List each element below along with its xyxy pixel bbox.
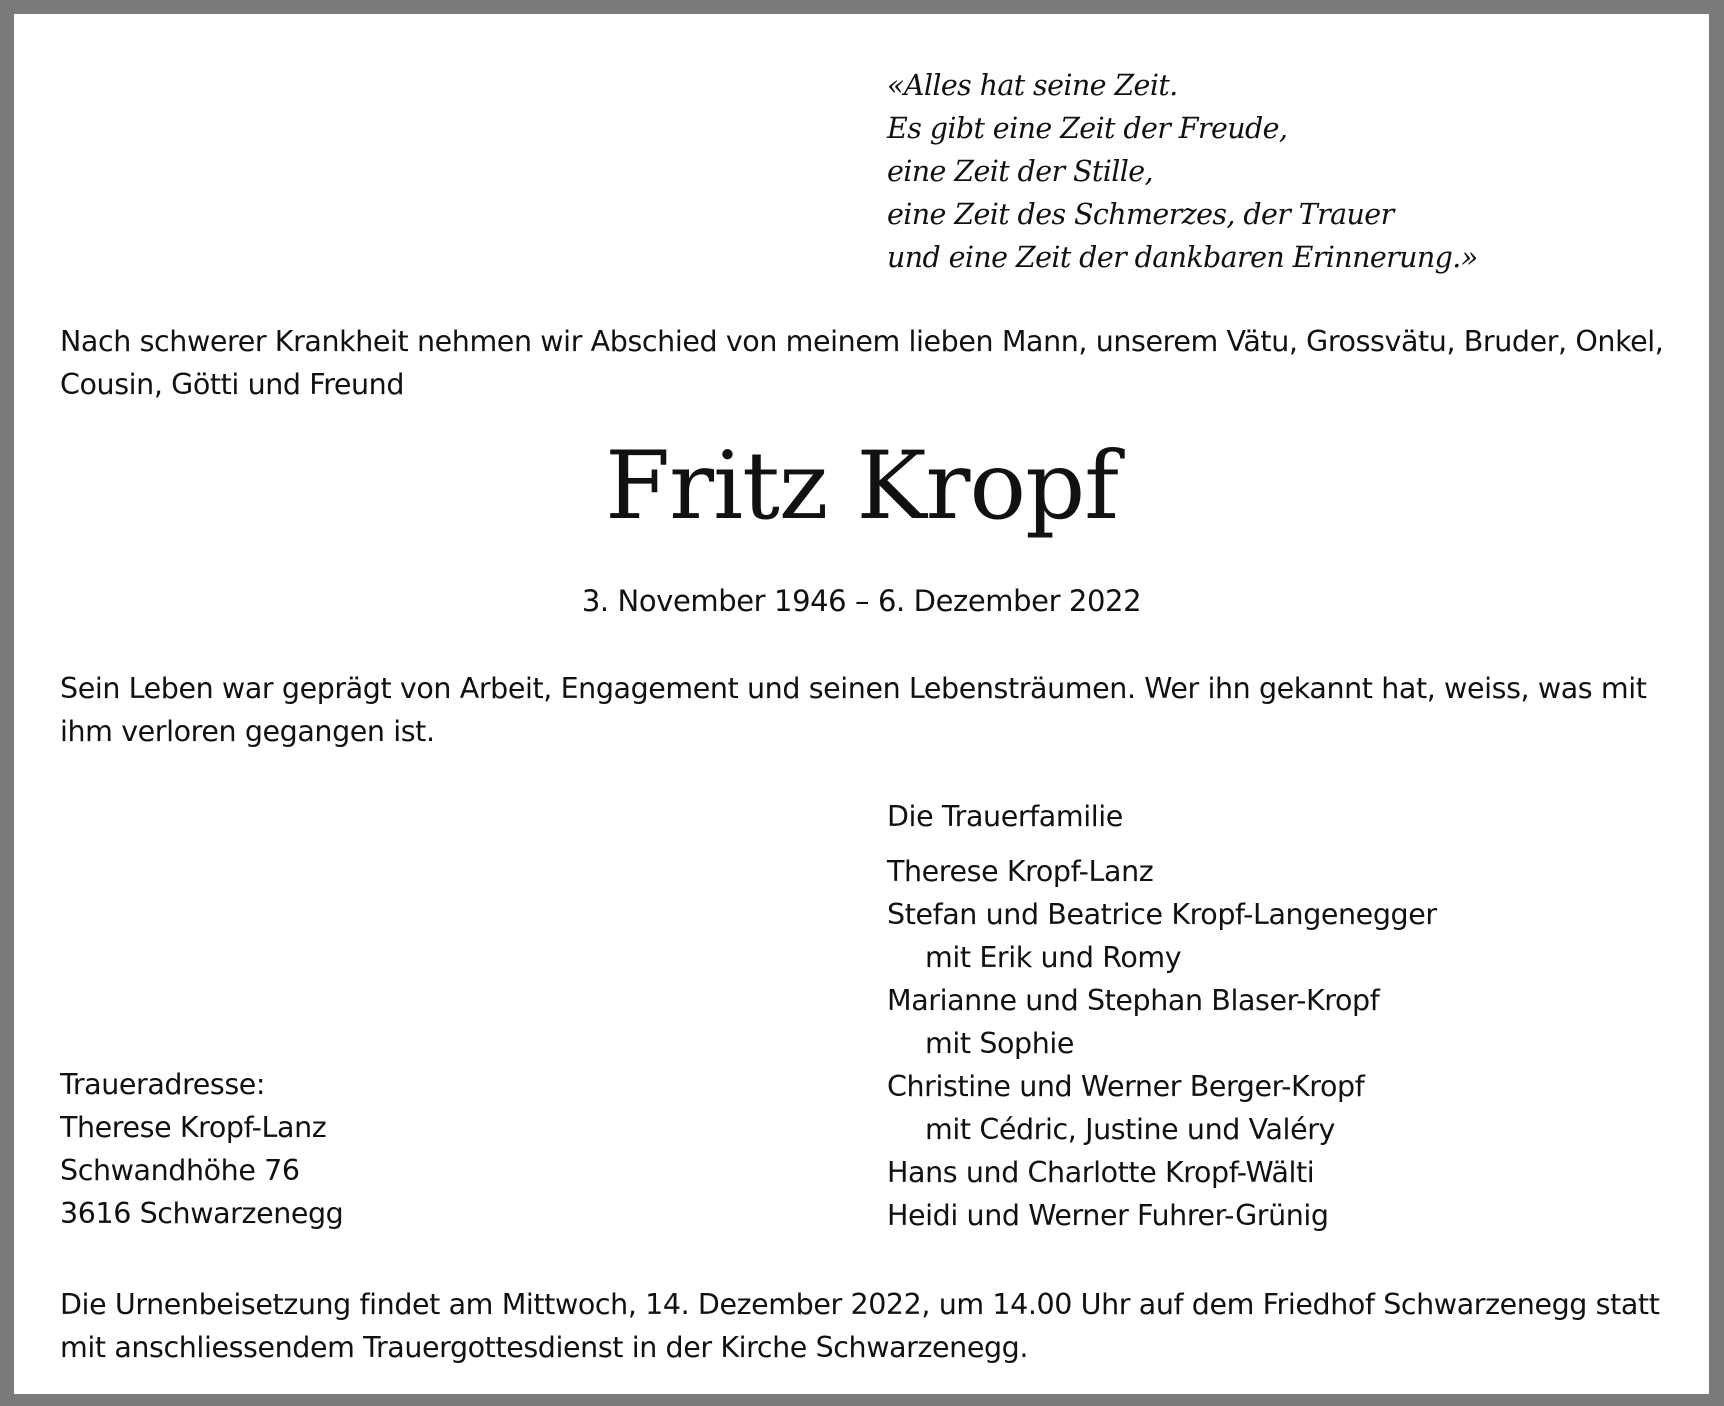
mourning-address	[60, 1063, 343, 1235]
motto-quote	[887, 64, 1478, 279]
family-member-children: mit Sophie	[925, 1027, 1075, 1060]
life-paragraph: Sein Leben war geprägt von Arbeit, Engagement und seinen Lebensträumen. Wer ihn gekannt hat, weiss, was mit ihm verloren gegangen ist.	[60, 672, 1647, 748]
family-member: Hans und Charlotte Kropf-Wälti	[887, 1156, 1315, 1189]
motto-line: eine Zeit der Stille,	[887, 155, 1153, 188]
address-name: Therese Kropf-Lanz	[60, 1111, 327, 1144]
family-section	[887, 795, 1437, 1237]
family-member: Christine und Werner Berger-Kropf	[887, 1070, 1365, 1103]
motto-line: Es gibt eine Zeit der Freude,	[887, 112, 1288, 145]
family-member: Therese Kropf-Lanz	[887, 855, 1154, 888]
family-member: Stefan und Beatrice Kropf-Langenegger	[887, 898, 1437, 931]
motto-line: «Alles hat seine Zeit.	[887, 69, 1178, 102]
motto-line: und eine Zeit der dankbaren Erinnerung.»	[887, 241, 1478, 274]
motto-line: eine Zeit des Schmerzes, der Trauer	[887, 198, 1394, 231]
family-member-children: mit Erik und Romy	[925, 941, 1182, 974]
obituary-card	[14, 14, 1709, 1394]
family-heading: Die Trauerfamilie	[887, 800, 1123, 833]
family-list	[887, 850, 1437, 1237]
address-city: 3616 Schwarzenegg	[60, 1197, 344, 1230]
family-member: Marianne und Stephan Blaser-Kropf	[887, 984, 1380, 1017]
address-label: Traueradresse:	[60, 1068, 266, 1101]
funeral-paragraph: Die Urnenbeisetzung findet am Mittwoch, 14. Dezember 2022, um 14.00 Uhr auf dem Friedhof Schwarzenegg statt mit anschliessendem Trauergottesdienst in der Kirche Schwarzenegg.	[60, 1288, 1660, 1364]
deceased-name: Fritz Kropf	[604, 432, 1119, 541]
family-member-children: mit Cédric, Justine und Valéry	[925, 1113, 1335, 1146]
family-member: Heidi und Werner Fuhrer-Grünig	[887, 1199, 1329, 1232]
life-dates: 3. November 1946 – 6. Dezember 2022	[581, 584, 1142, 618]
address-street: Schwandhöhe 76	[60, 1154, 300, 1187]
intro-paragraph: Nach schwerer Krankheit nehmen wir Abschied von meinem lieben Mann, unserem Vätu, Grossvätu, Bruder, Onkel, Cousin, Götti und Freund	[60, 325, 1664, 401]
